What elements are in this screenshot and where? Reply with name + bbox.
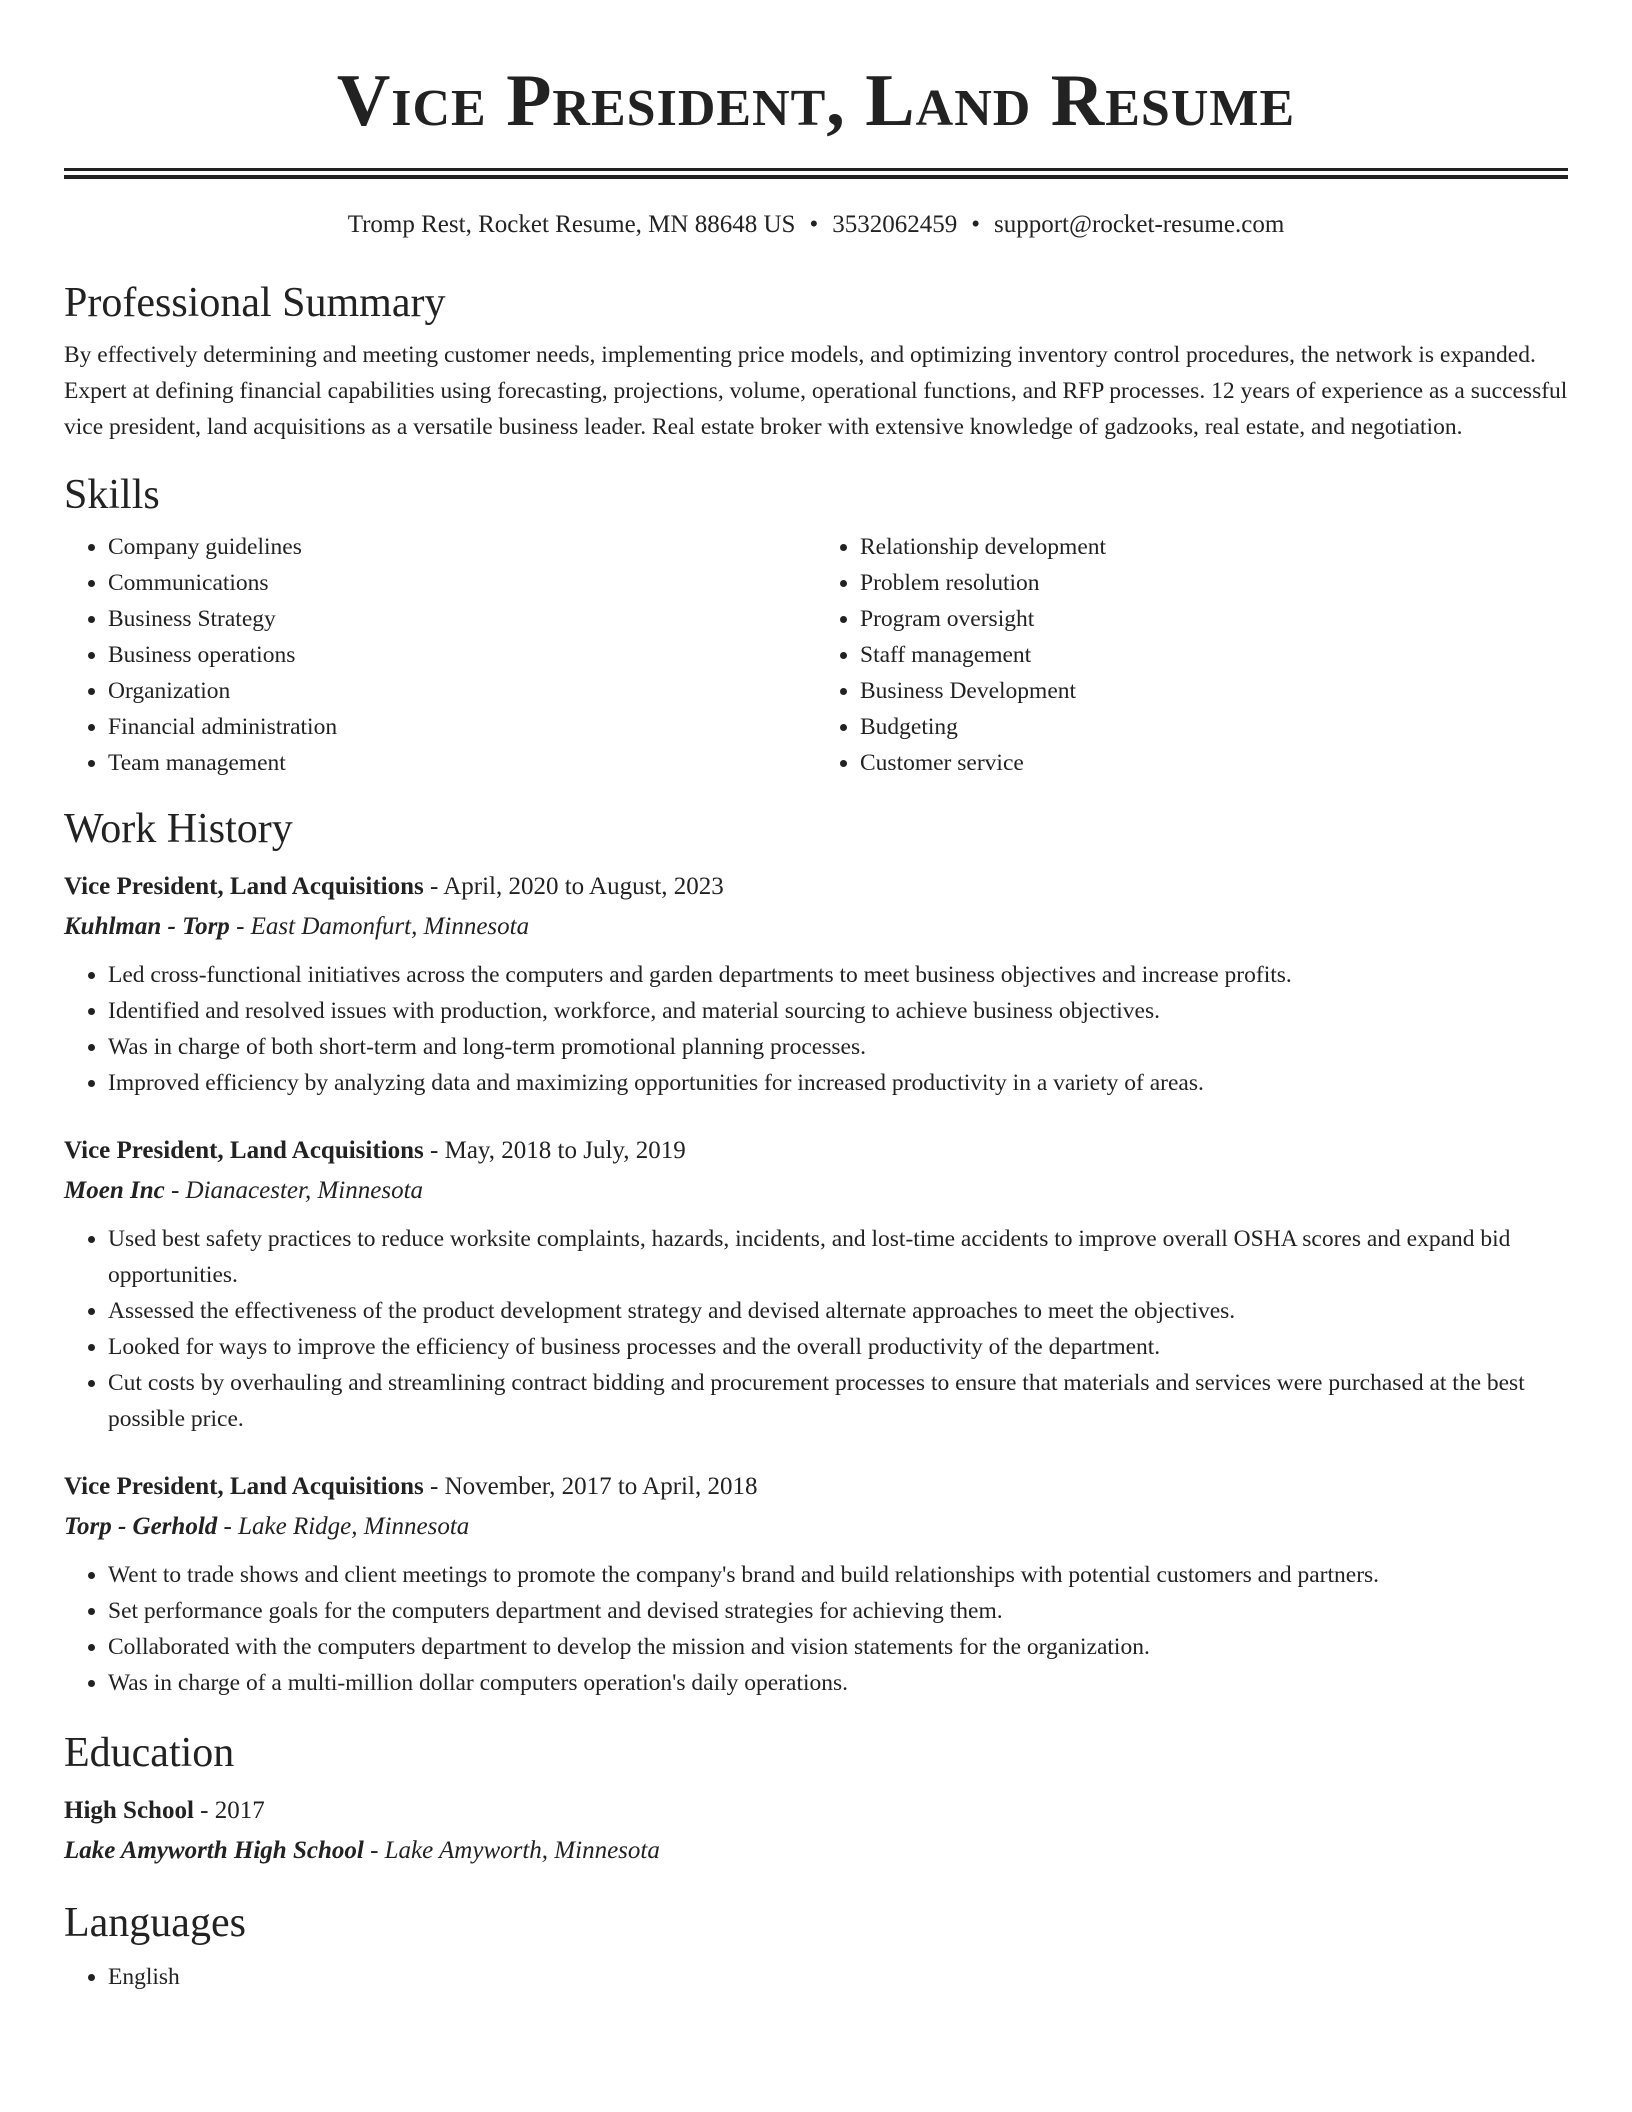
languages-list xyxy=(64,1959,1568,1995)
contact-address: Tromp Rest, Rocket Resume, MN 88648 US xyxy=(347,211,796,238)
contact-separator: • xyxy=(809,211,819,238)
job-role: Vice President, Land Acquisitions xyxy=(64,873,424,900)
job-company: Kuhlman - Torp xyxy=(64,913,230,940)
education-degree: High School xyxy=(64,1797,194,1824)
job-location: East Damonfurt, Minnesota xyxy=(250,913,530,940)
job-employer: Moen Inc - Dianacester, Minnesota xyxy=(64,1177,424,1204)
job-header: Vice President, Land Acquisitions - May, 2018 to July, 2019 xyxy=(64,1137,686,1164)
job-dates: April, 2020 to August, 2023 xyxy=(443,873,724,900)
contact-phone: 3532062459 xyxy=(832,211,958,238)
job-dates: May, 2018 to July, 2019 xyxy=(444,1137,686,1164)
job-bullet: • Used best safety practices to reduce worksite complaints, hazards, incidents, and lost-time accidents to improve overall OSHA scores and expand bid opportunities. xyxy=(108,1221,1568,1293)
job-role: Vice President, Land Acquisitions xyxy=(64,1137,424,1164)
contact-separator: • xyxy=(971,211,980,238)
education-school: Lake Amyworth High School xyxy=(64,1837,364,1864)
contact-line xyxy=(64,209,1568,241)
language-item: • English xyxy=(108,1959,1568,1995)
job-bullet: • Identified and resolved issues with production, workforce, and material sourcing to achieve business objectives. xyxy=(108,993,1568,1029)
skills-left-list xyxy=(64,529,816,781)
education-location: Lake Amyworth, Minnesota xyxy=(384,1837,660,1864)
job-bullet: • Improved efficiency by analyzing data and maximizing opportunities for increased productivity in a variety of areas. xyxy=(108,1065,1568,1101)
skill-item: • Relationship development xyxy=(860,529,1568,565)
skill-item: • Business operations xyxy=(108,637,816,673)
job-bullet-list xyxy=(64,1221,1568,1437)
skill-item: • Customer service xyxy=(860,745,1568,781)
skill-item: • Program oversight xyxy=(860,601,1568,637)
skills-columns xyxy=(64,529,1568,781)
job-employer: Torp - Gerhold - Lake Ridge, Minnesota xyxy=(64,1513,470,1540)
title-double-rule xyxy=(64,168,1568,179)
skill-item: • Budgeting xyxy=(860,709,1568,745)
job-bullet: • Led cross-functional initiatives across the computers and garden departments to meet business objectives and increase profits. xyxy=(108,957,1568,993)
job-bullet: • Collaborated with the computers department to develop the mission and vision statements for the organization. xyxy=(108,1629,1568,1665)
languages-heading: Languages xyxy=(64,1900,246,1946)
job-bullet-list xyxy=(64,1557,1568,1701)
skills-heading: Skills xyxy=(64,472,160,518)
skill-item: • Problem resolution xyxy=(860,565,1568,601)
job-entry xyxy=(64,869,1568,1101)
resume-page xyxy=(64,0,1568,1995)
job-bullet: • Cut costs by overhauling and streamlining contract bidding and procurement processes to ensure that materials and services were purchased at the best possible price. xyxy=(108,1365,1568,1437)
skill-item: • Business Strategy xyxy=(108,601,816,637)
education-year: 2017 xyxy=(214,1797,265,1824)
job-header: Vice President, Land Acquisitions - November, 2017 to April, 2018 xyxy=(64,1473,758,1500)
summary-text: By effectively determining and meeting customer needs, implementing price models, and optimizing inventory control procedures, the network is expanded. Expert at defining financial capabilities using forecasting, projections, volume, operational functions, and RFP processes. 12 years of experience as a successful vice president, land acquisitions as a versatile business leader. Real estate broker with extensive knowledge of gadzooks, real estate, and negotiation. xyxy=(64,342,1568,440)
job-location: Lake Ridge, Minnesota xyxy=(238,1513,470,1540)
job-company: Torp - Gerhold xyxy=(64,1513,218,1540)
education-entry xyxy=(64,1793,1568,1869)
skill-item: • Business Development xyxy=(860,673,1568,709)
skills-right-list xyxy=(816,529,1568,781)
job-bullet: • Went to trade shows and client meetings to promote the company's brand and build relationships with potential customers and partners. xyxy=(108,1557,1568,1593)
job-company: Moen Inc xyxy=(64,1177,165,1204)
job-dates: November, 2017 to April, 2018 xyxy=(444,1473,758,1500)
skill-item: • Organization xyxy=(108,673,816,709)
job-employer: Kuhlman - Torp - East Damonfurt, Minnesota xyxy=(64,913,530,940)
job-bullet: • Was in charge of both short-term and long-term promotional planning processes. xyxy=(108,1029,1568,1065)
work-history-heading: Work History xyxy=(64,806,293,852)
education-institution: Lake Amyworth High School - Lake Amyworth, Minnesota xyxy=(64,1837,660,1864)
summary-heading: Professional Summary xyxy=(64,280,446,326)
job-bullet-list xyxy=(64,957,1568,1101)
resume-title: Vice President, Land Resume xyxy=(336,60,1296,142)
job-bullet: • Assessed the effectiveness of the product development strategy and devised alternate approaches to meet the objectives. xyxy=(108,1293,1568,1329)
job-bullet: • Set performance goals for the computers department and devised strategies for achieving them. xyxy=(108,1593,1568,1629)
skill-item: • Financial administration xyxy=(108,709,816,745)
job-entry xyxy=(64,1469,1568,1701)
job-bullet: • Looked for ways to improve the efficiency of business processes and the overall productivity of the department. xyxy=(108,1329,1568,1365)
skill-item: • Staff management xyxy=(860,637,1568,673)
job-role: Vice President, Land Acquisitions xyxy=(64,1473,424,1500)
job-location: Dianacester, Minnesota xyxy=(185,1177,424,1204)
job-entry xyxy=(64,1133,1568,1437)
contact-email: support@rocket-resume.com xyxy=(993,211,1285,238)
skill-item: • Communications xyxy=(108,565,816,601)
education-header: High School - 2017 xyxy=(64,1797,265,1824)
skill-item: • Team management xyxy=(108,745,816,781)
education-heading: Education xyxy=(64,1730,235,1776)
skill-item: • Company guidelines xyxy=(108,529,816,565)
job-bullet: • Was in charge of a multi-million dollar computers operation's daily operations. xyxy=(108,1665,1568,1701)
job-header: Vice President, Land Acquisitions - April, 2020 to August, 2023 xyxy=(64,873,724,900)
